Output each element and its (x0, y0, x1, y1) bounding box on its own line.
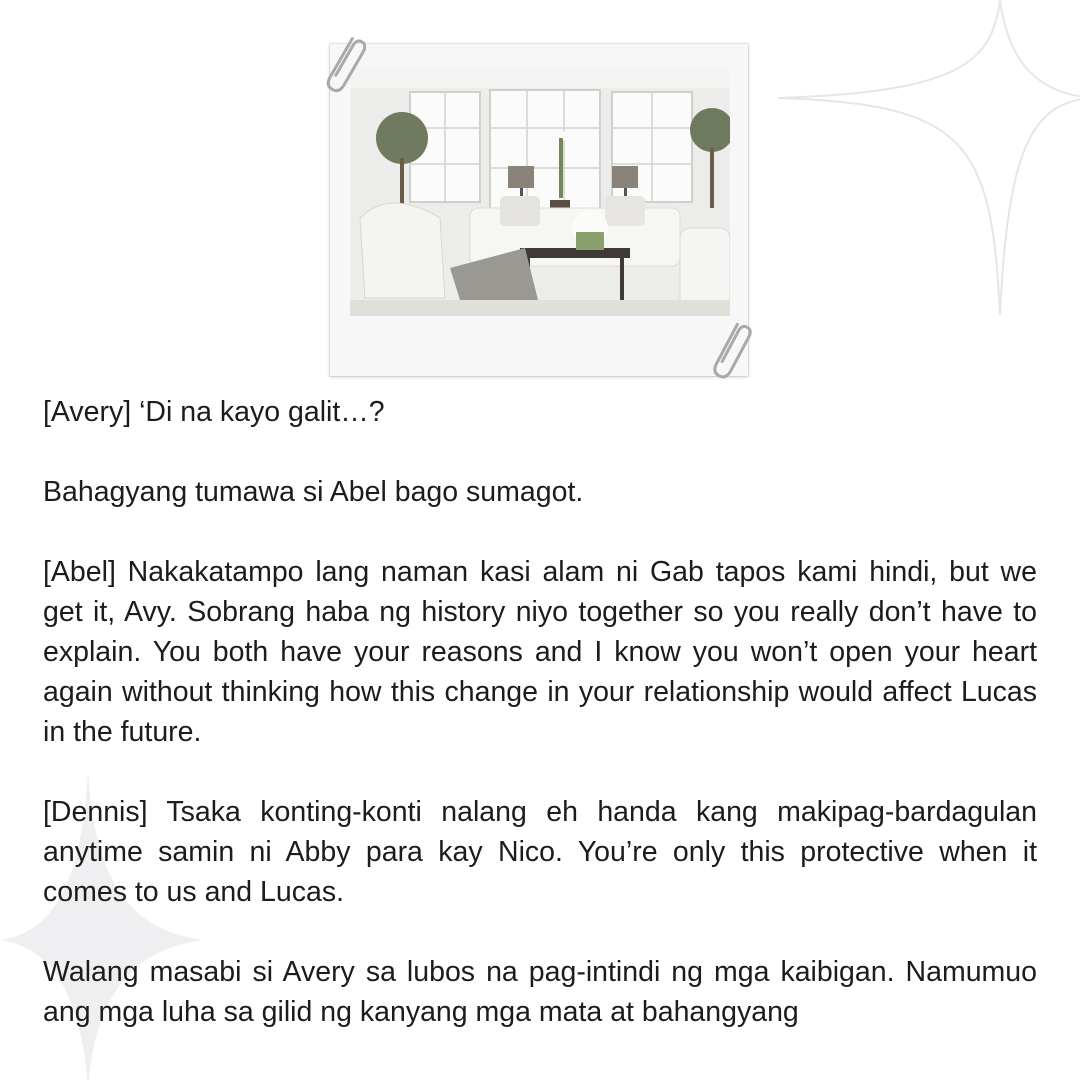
narration-abel-laughs: Bahagyang tumawa si Abel bago sumagot. (43, 476, 584, 508)
dialogue-abel: [Abel] Nakakatampo lang naman kasi alam ni Gab tapos kami hindi, but we get it, Avy. Sobrang haba ng history niyo together so you really don’t have to explain. You both have your reasons and I know you won’t open your heart again without thinking how this change in your relationship would affect Lucas in the future. (43, 556, 1037, 748)
dialogue-avery: [Avery] ‘Di na kayo galit…? (43, 396, 385, 428)
paperclip-icon (322, 30, 366, 100)
living-room-photo (350, 68, 730, 316)
story-text (43, 392, 1037, 1032)
narration-avery-tears: Walang masabi si Avery sa lubos na pag-intindi ng mga kaibigan. Namumuo ang mga luha sa gilid ng kanyang mga mata at bahangyang (43, 956, 1037, 1028)
dialogue-dennis: [Dennis] Tsaka konting-konti nalang eh handa kang makipag-bardagulan anytime samin ni Abby para kay Nico. You’re only this protective when it comes to us and Lucas. (43, 796, 1037, 908)
paperclip-icon (708, 316, 752, 386)
photo-frame (330, 44, 748, 376)
sparkle-icon (770, 0, 1080, 320)
